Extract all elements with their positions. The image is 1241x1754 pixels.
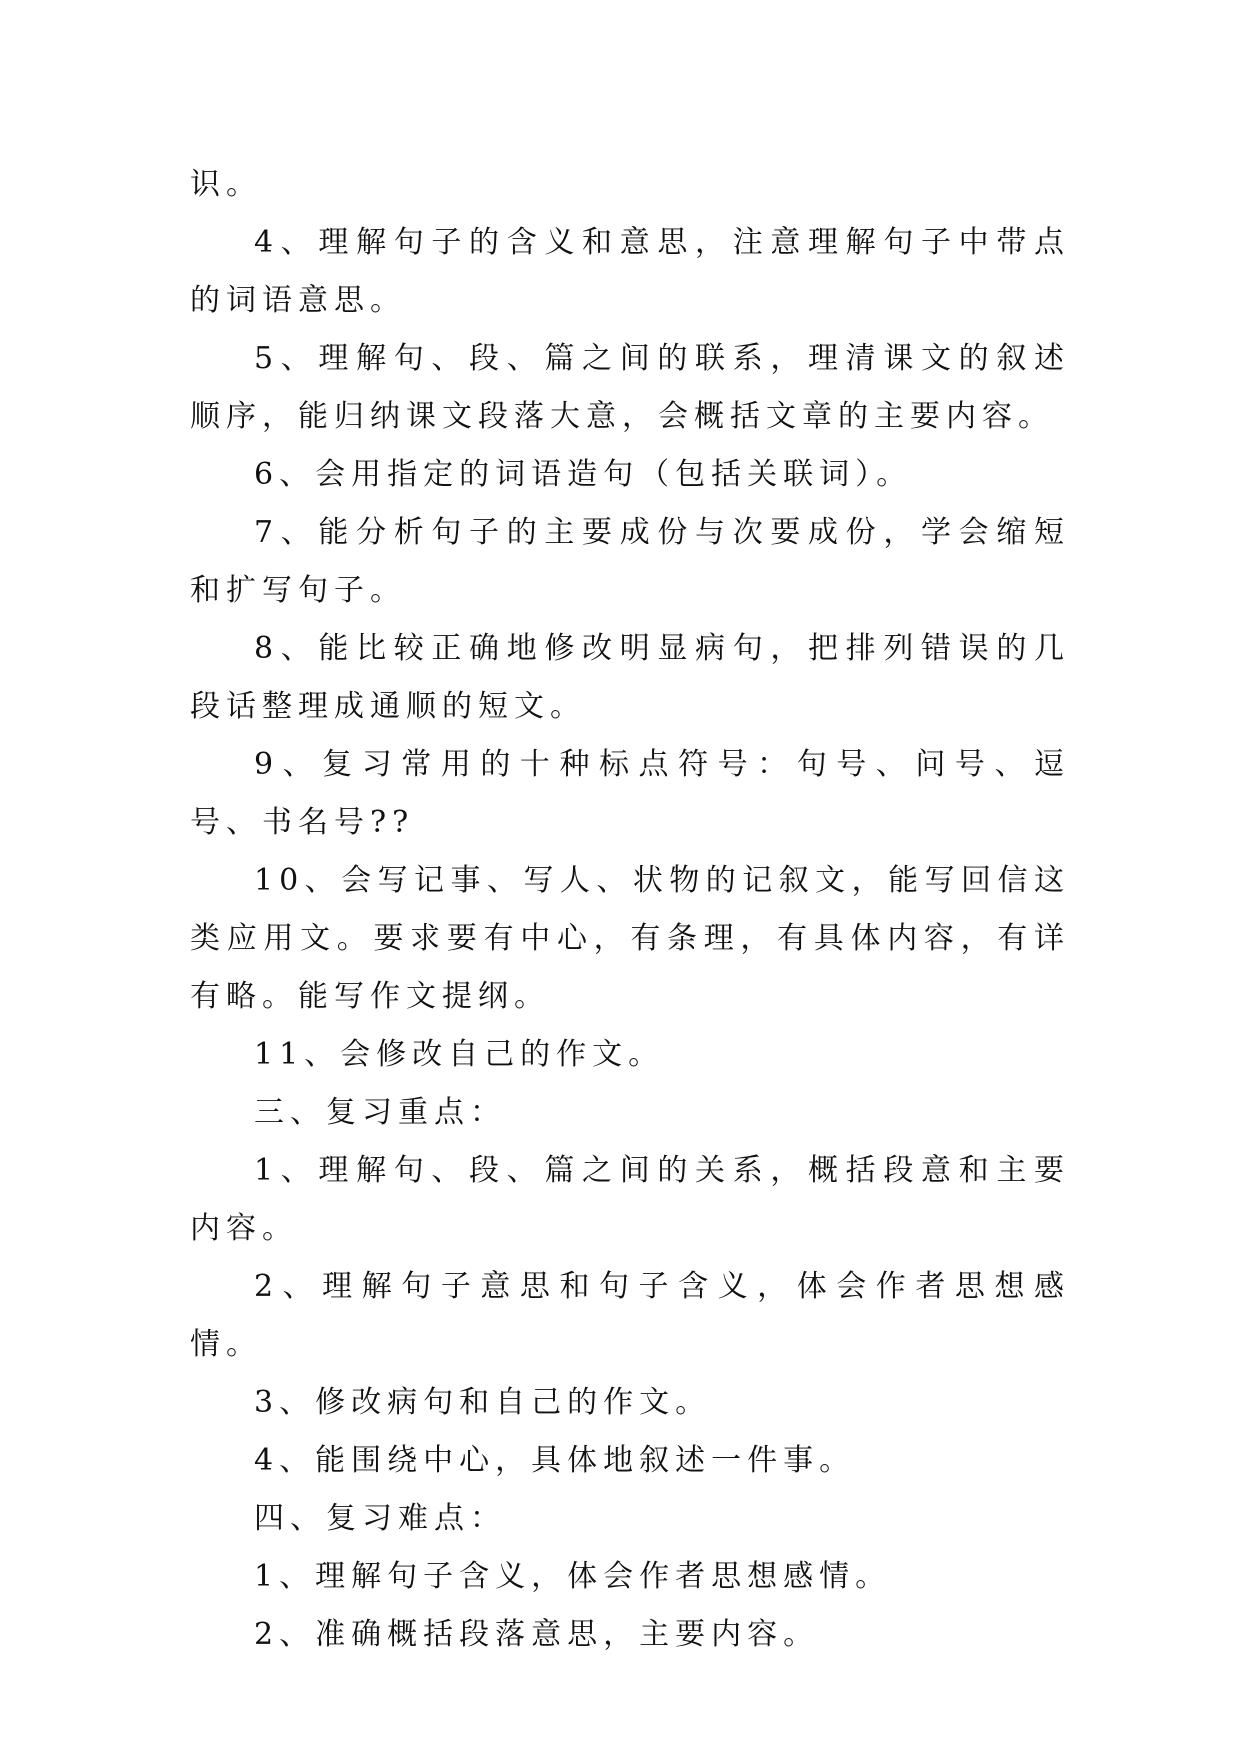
paragraph-continuation: 识。 bbox=[190, 167, 262, 202]
focus-item-1: 1、理解句、段、篇之间的关系，概括段意和主要内容。 bbox=[190, 1153, 1070, 1246]
paragraph-item-8: 8、能比较正确地修改明显病句，把排列错误的几段话整理成通顺的短文。 bbox=[190, 631, 1070, 724]
section-heading-review-difficulty: 四、复习难点： bbox=[254, 1501, 506, 1536]
paragraph-item-7: 7、能分析句子的主要成份与次要成份，学会缩短和扩写句子。 bbox=[190, 515, 1070, 608]
section-heading-review-focus: 三、复习重点： bbox=[254, 1095, 506, 1130]
paragraph-item-4: 4、理解句子的含义和意思，注意理解句子中带点的词语意思。 bbox=[190, 225, 1070, 318]
focus-item-3: 3、修改病句和自己的作文。 bbox=[254, 1385, 712, 1420]
difficulty-item-1: 1、理解句子含义，体会作者思想感情。 bbox=[254, 1559, 892, 1594]
document-body bbox=[190, 156, 1070, 1664]
paragraph-item-6: 6、会用指定的词语造句（包括关联词）。 bbox=[254, 457, 913, 492]
paragraph-item-9: 9、复习常用的十种标点符号：句号、问号、逗号、书名号?? bbox=[190, 747, 1070, 840]
paragraph-item-10: 10、会写记事、写人、状物的记叙文，能写回信这类应用文。要求要有中心，有条理，有具体内容，有详有略。能写作文提纲。 bbox=[190, 863, 1070, 1014]
focus-item-4: 4、能围绕中心，具体地叙述一件事。 bbox=[254, 1443, 856, 1478]
difficulty-item-2: 2、准确概括段落意思，主要内容。 bbox=[254, 1617, 820, 1652]
paragraph-item-11: 11、会修改自己的作文。 bbox=[254, 1037, 665, 1072]
paragraph-item-5: 5、理解句、段、篇之间的联系，理清课文的叙述顺序，能归纳课文段落大意，会概括文章的主要内容。 bbox=[190, 341, 1070, 434]
focus-item-2: 2、理解句子意思和句子含义，体会作者思想感情。 bbox=[190, 1269, 1070, 1362]
